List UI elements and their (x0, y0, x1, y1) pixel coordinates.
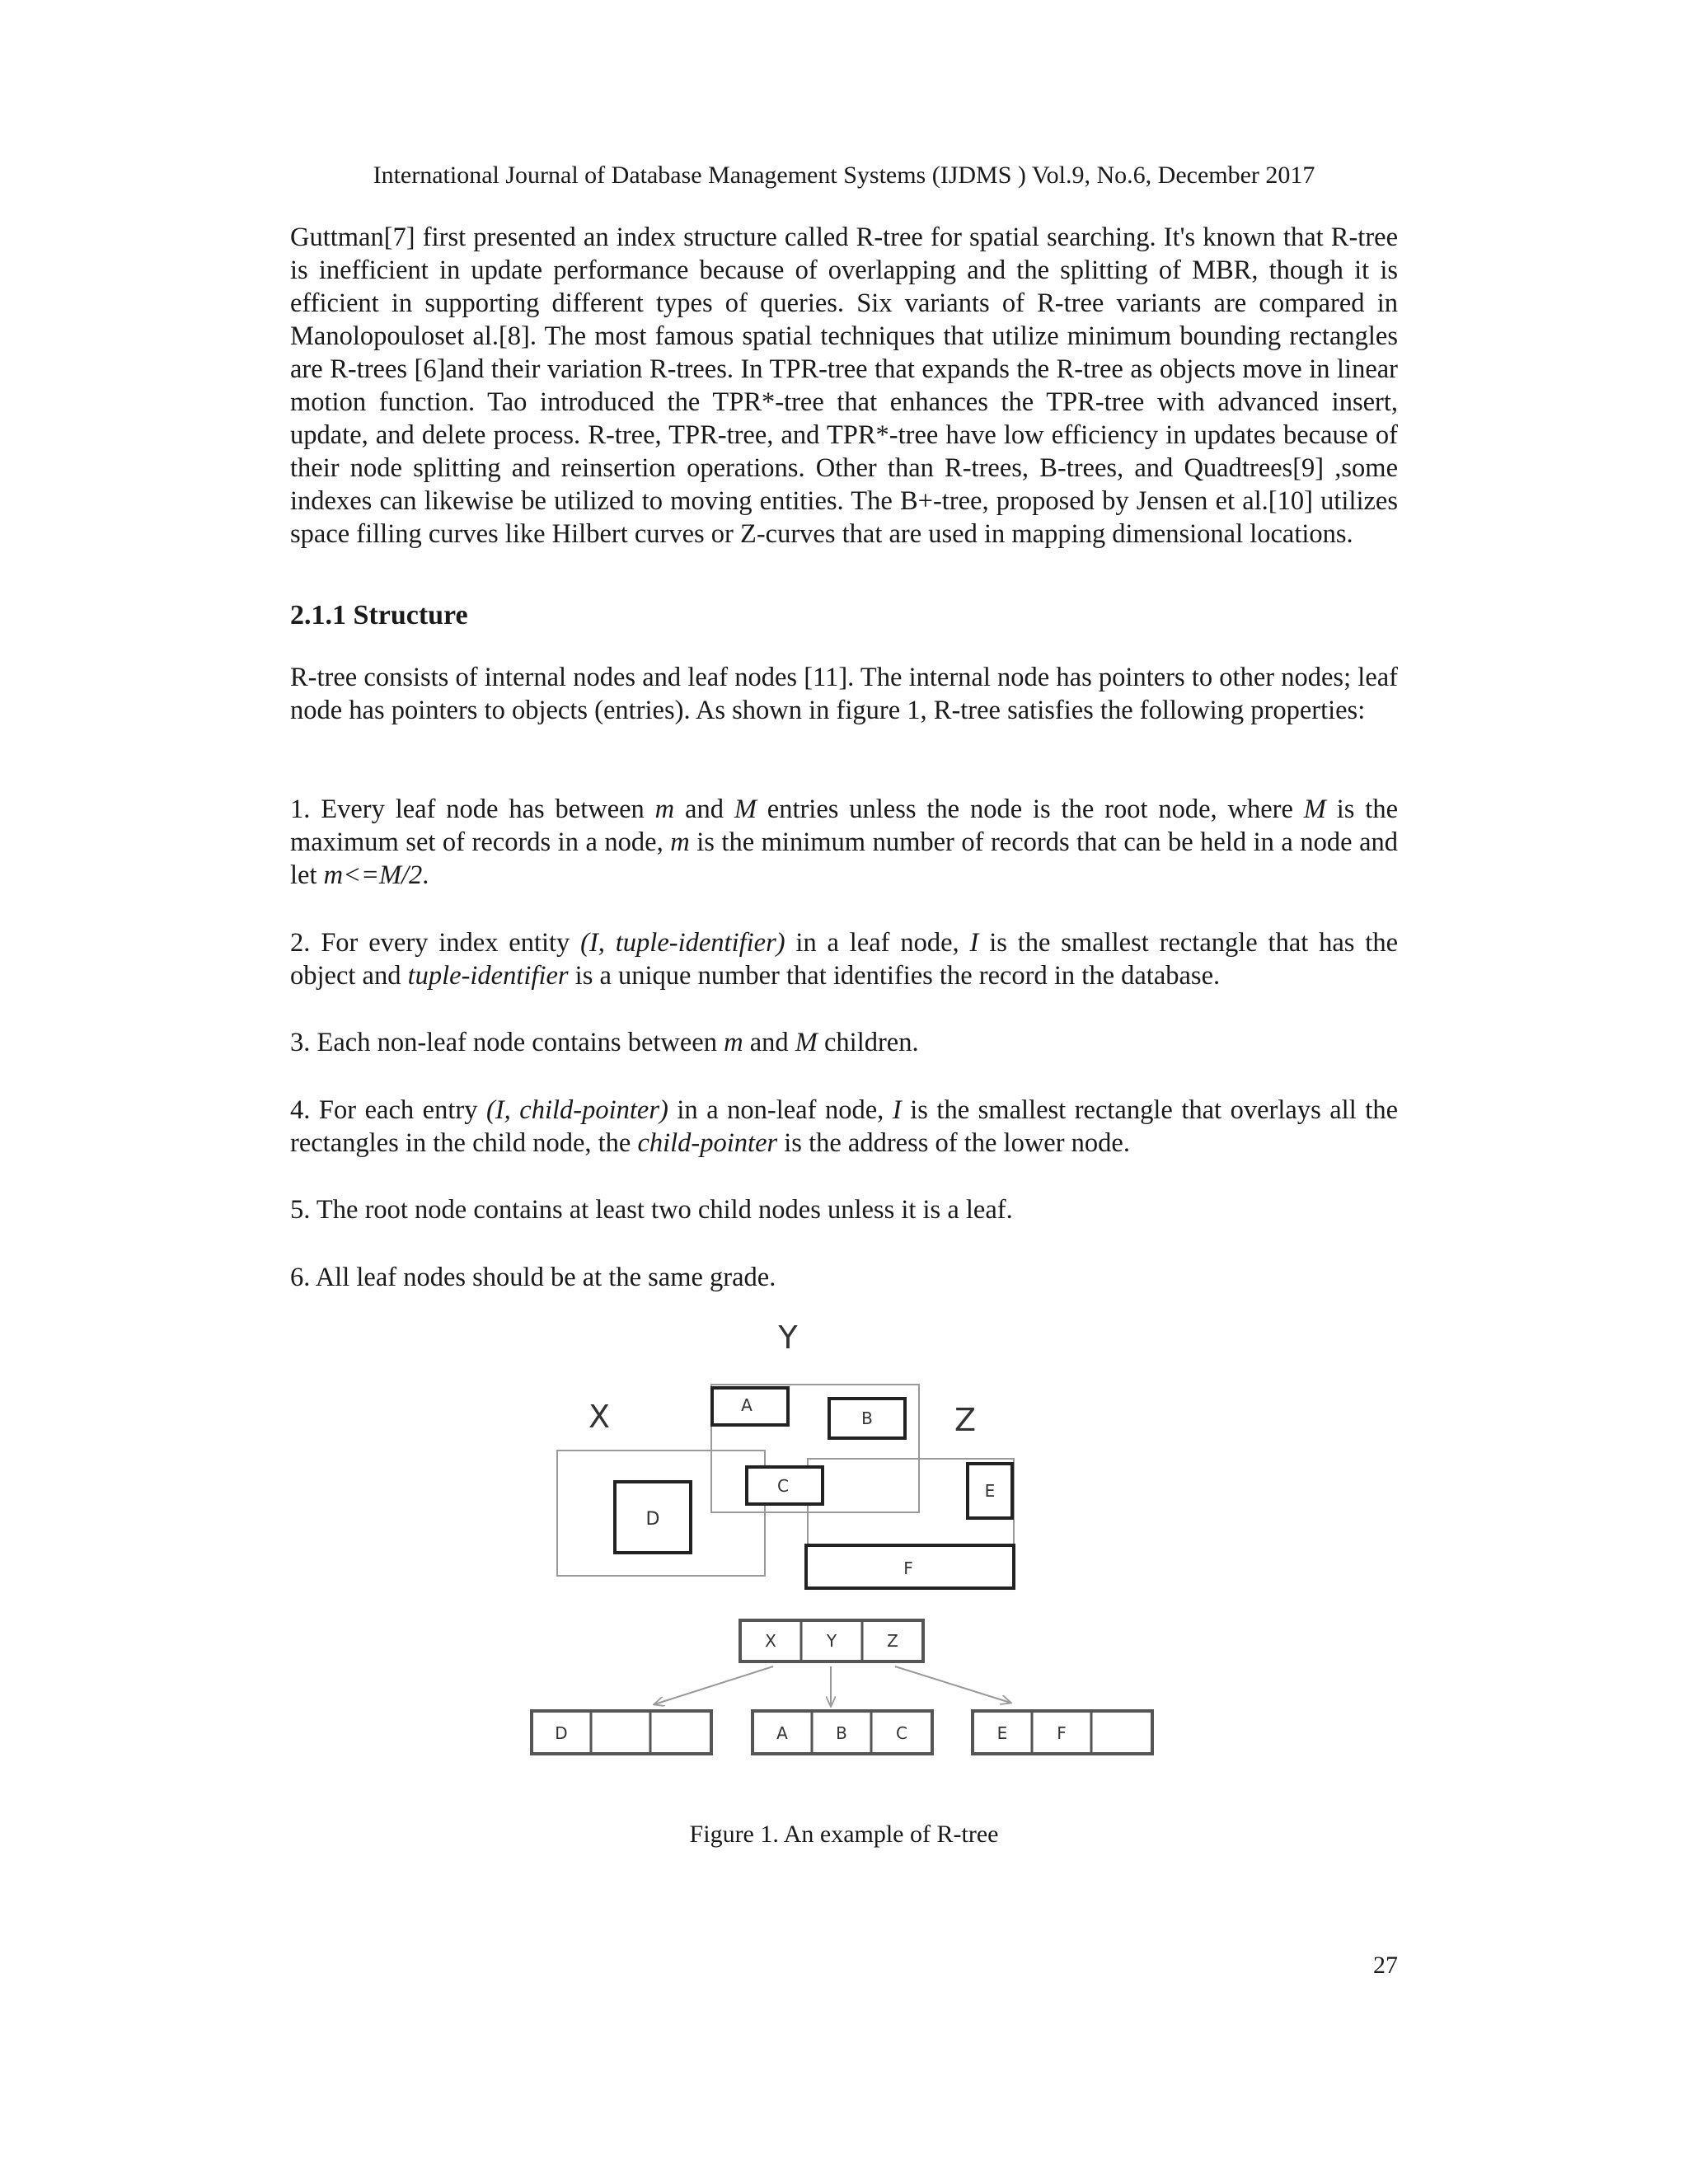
p4-text-a: 4. For each entry (290, 1095, 486, 1125)
p1-formula: m<=M/2 (323, 860, 423, 890)
p1-m1: m (654, 794, 675, 824)
root-cell-x: X (765, 1631, 776, 1651)
p5-text: 5. The root node contains at least two child nodes unless it is a leaf. (290, 1195, 1013, 1225)
p4-text-b: in a non-leaf node, (668, 1095, 893, 1125)
p1-text-d: is the maximum set of records in a node, (290, 794, 1398, 857)
p6-text: 6. All leaf nodes should be at the same grade. (290, 1263, 776, 1292)
p2-entity: (I, tuple-identifier) (580, 928, 785, 958)
page-number: 27 (1373, 1952, 1398, 1979)
p1-text-a: 1. Every leaf node has between (290, 794, 655, 824)
root-node (740, 1620, 923, 1661)
leaf-node-right (973, 1711, 1152, 1754)
p3-text-b: and (743, 1028, 795, 1057)
leaf-right-cell-1: E (996, 1723, 1008, 1743)
p3-M: M (795, 1028, 818, 1057)
leaf-node-mid (753, 1711, 932, 1754)
p1-text-b: and (674, 794, 734, 824)
label-rect-b: B (861, 1408, 873, 1428)
leaf-left-cell-1: D (555, 1723, 568, 1743)
leaf-mid-cell-2: B (836, 1723, 847, 1743)
label-rect-f: F (903, 1558, 913, 1578)
p3-text-a: 3. Each non-leaf node contains between (290, 1028, 724, 1057)
p2-tid: tuple-identifier (407, 961, 569, 991)
p1-M2: M (1303, 794, 1326, 824)
arrow-to-right-leaf (895, 1666, 1010, 1703)
figure-caption: Figure 1. An example of R-tree (689, 1821, 999, 1848)
label-rect-d: D (645, 1509, 660, 1530)
section-heading: 2.1.1 Structure (290, 600, 468, 630)
p2-text-c: is the smallest rectangle that has the object and (290, 928, 1399, 991)
p4-I: I (892, 1095, 902, 1125)
label-group-z: Z (954, 1402, 977, 1438)
p4-text-c: is the smallest rectangle that overlays all the rectangles in the child node, the (290, 1095, 1398, 1158)
label-rect-e: E (984, 1481, 996, 1501)
p1-text-f: . (422, 860, 429, 890)
label-group-x: X (588, 1399, 611, 1435)
p4-cp: child-pointer (637, 1128, 778, 1158)
leaf-mid-cell-1: A (776, 1723, 788, 1743)
p2-I: I (969, 928, 979, 958)
label-group-y: Y (778, 1319, 798, 1356)
section-intro: R-tree consists of internal nodes and leaf nodes [11]. The internal node has pointers to other nodes; leaf node has pointers to objects (entries). As shown in figure 1, R-tree satisfies the following properties: (290, 663, 1398, 725)
leaf-right-cell-2: F (1057, 1723, 1067, 1743)
p3-text-c: children. (817, 1028, 919, 1057)
label-rect-c: C (777, 1476, 789, 1496)
root-cell-y: Y (826, 1631, 837, 1651)
p1-text-c: entries unless the node is the root node, where (756, 794, 1304, 824)
intro-paragraph: Guttman[7] first presented an index structure called R-tree for spatial searching. It's known that R-tree is inefficient in update performance because of overlapping and the splitting of MBR, though it is efficient in supporting different types of queries. Six variants of R-tree variants are compared in Manolopouloset al.[8]. The most famous spatial techniques that utilize minimum bounding rectangles are R-trees [6]and their variation R-trees. In TPR-tree that expands the R-tree as objects move in linear motion function. Tao introduced the TPR*-tree that enhances the TPR-tree with advanced insert, update, and delete process. R-tree, TPR-tree, and TPR*-tree have low efficiency in updates because of their node splitting and reinsertion operations. Other than R-trees, B-trees, and Quadtrees[9] ,some indexes can likewise be utilized to moving entities. The B+-tree, proposed by Jensen et al.[10] utilizes space filling curves like Hilbert curves or Z-curves that are used in mapping dimensional locations. (290, 223, 1398, 549)
running-header: International Journal of Database Management Systems (IJDMS ) Vol.9, No.6, December 2017 (373, 162, 1315, 189)
p2-text-b: in a leaf node, (785, 928, 970, 958)
p1-text-e: is the minimum number of records that can be held in a node and let (290, 827, 1398, 890)
leaf-node-left (532, 1711, 711, 1754)
p2-text-d: is a unique number that identifies the record in the database. (568, 961, 1221, 991)
p3-m: m (724, 1028, 743, 1057)
root-cell-z: Z (887, 1631, 898, 1651)
p2-text-a: 2. For every index entity (290, 928, 581, 958)
label-rect-a: A (741, 1395, 753, 1415)
arrow-to-left-leaf (654, 1666, 773, 1704)
p1-m2: m (670, 827, 690, 857)
leaf-mid-cell-3: C (896, 1723, 907, 1743)
p1-M1: M (734, 794, 757, 824)
p4-entry: (I, child-pointer) (486, 1095, 668, 1125)
p4-text-d: is the address of the lower node. (777, 1128, 1130, 1158)
